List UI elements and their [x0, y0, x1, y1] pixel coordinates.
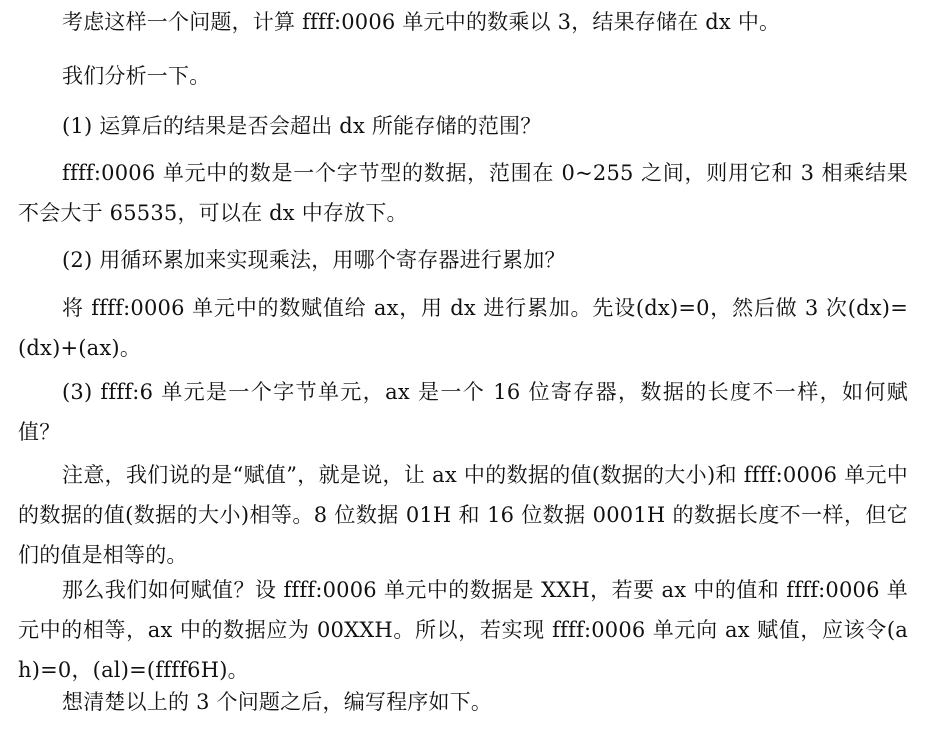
answer-1: ffff:0006 单元中的数是一个字节型的数据，范围在 0~255 之间，则用它和 3 相乘结果不会大于 65535，可以在 dx 中存放下。	[18, 161, 908, 225]
paragraph-conclusion: 想清楚以上的 3 个问题之后，编写程序如下。	[62, 690, 493, 714]
answer-3-note: 注意，我们说的是“赋值”，就是说，让 ax 中的数据的值(数据的大小)和 ffff:0006 单元中的数据的值(数据的大小)相等。8 位数据 01H 和 16 位数据 0001H 的数据长度不一样，但它们的值是相等的。	[18, 463, 908, 567]
answer-2: 将 ffff:0006 单元中的数赋值给 ax，用 dx 进行累加。先设(dx)=0，然后做 3 次(dx)=(dx)+(ax)。	[18, 296, 908, 360]
paragraph-problem-statement: 考虑这样一个问题，计算 ffff:0006 单元中的数乘以 3，结果存储在 dx 中。	[62, 10, 781, 34]
question-2: (2) 用循环累加来实现乘法，用哪个寄存器进行累加？	[62, 248, 566, 272]
paragraph-analysis-intro: 我们分析一下。	[62, 64, 211, 88]
question-1: (1) 运算后的结果是否会超出 dx 所能存储的范围？	[62, 114, 542, 138]
answer-3-assignment: 那么我们如何赋值？设 ffff:0006 单元中的数据是 XXH，若要 ax 中的值和 ffff:0006 单元中的相等，ax 中的数据应为 00XXH。所以，若实现 ffff:0006 单元向 ax 赋值，应该令(ah)=0，(al)=(ffff6H)。	[18, 578, 908, 682]
question-3: (3) ffff:6 单元是一个字节单元，ax 是一个 16 位寄存器，数据的长度不一样，如何赋值？	[18, 380, 908, 444]
